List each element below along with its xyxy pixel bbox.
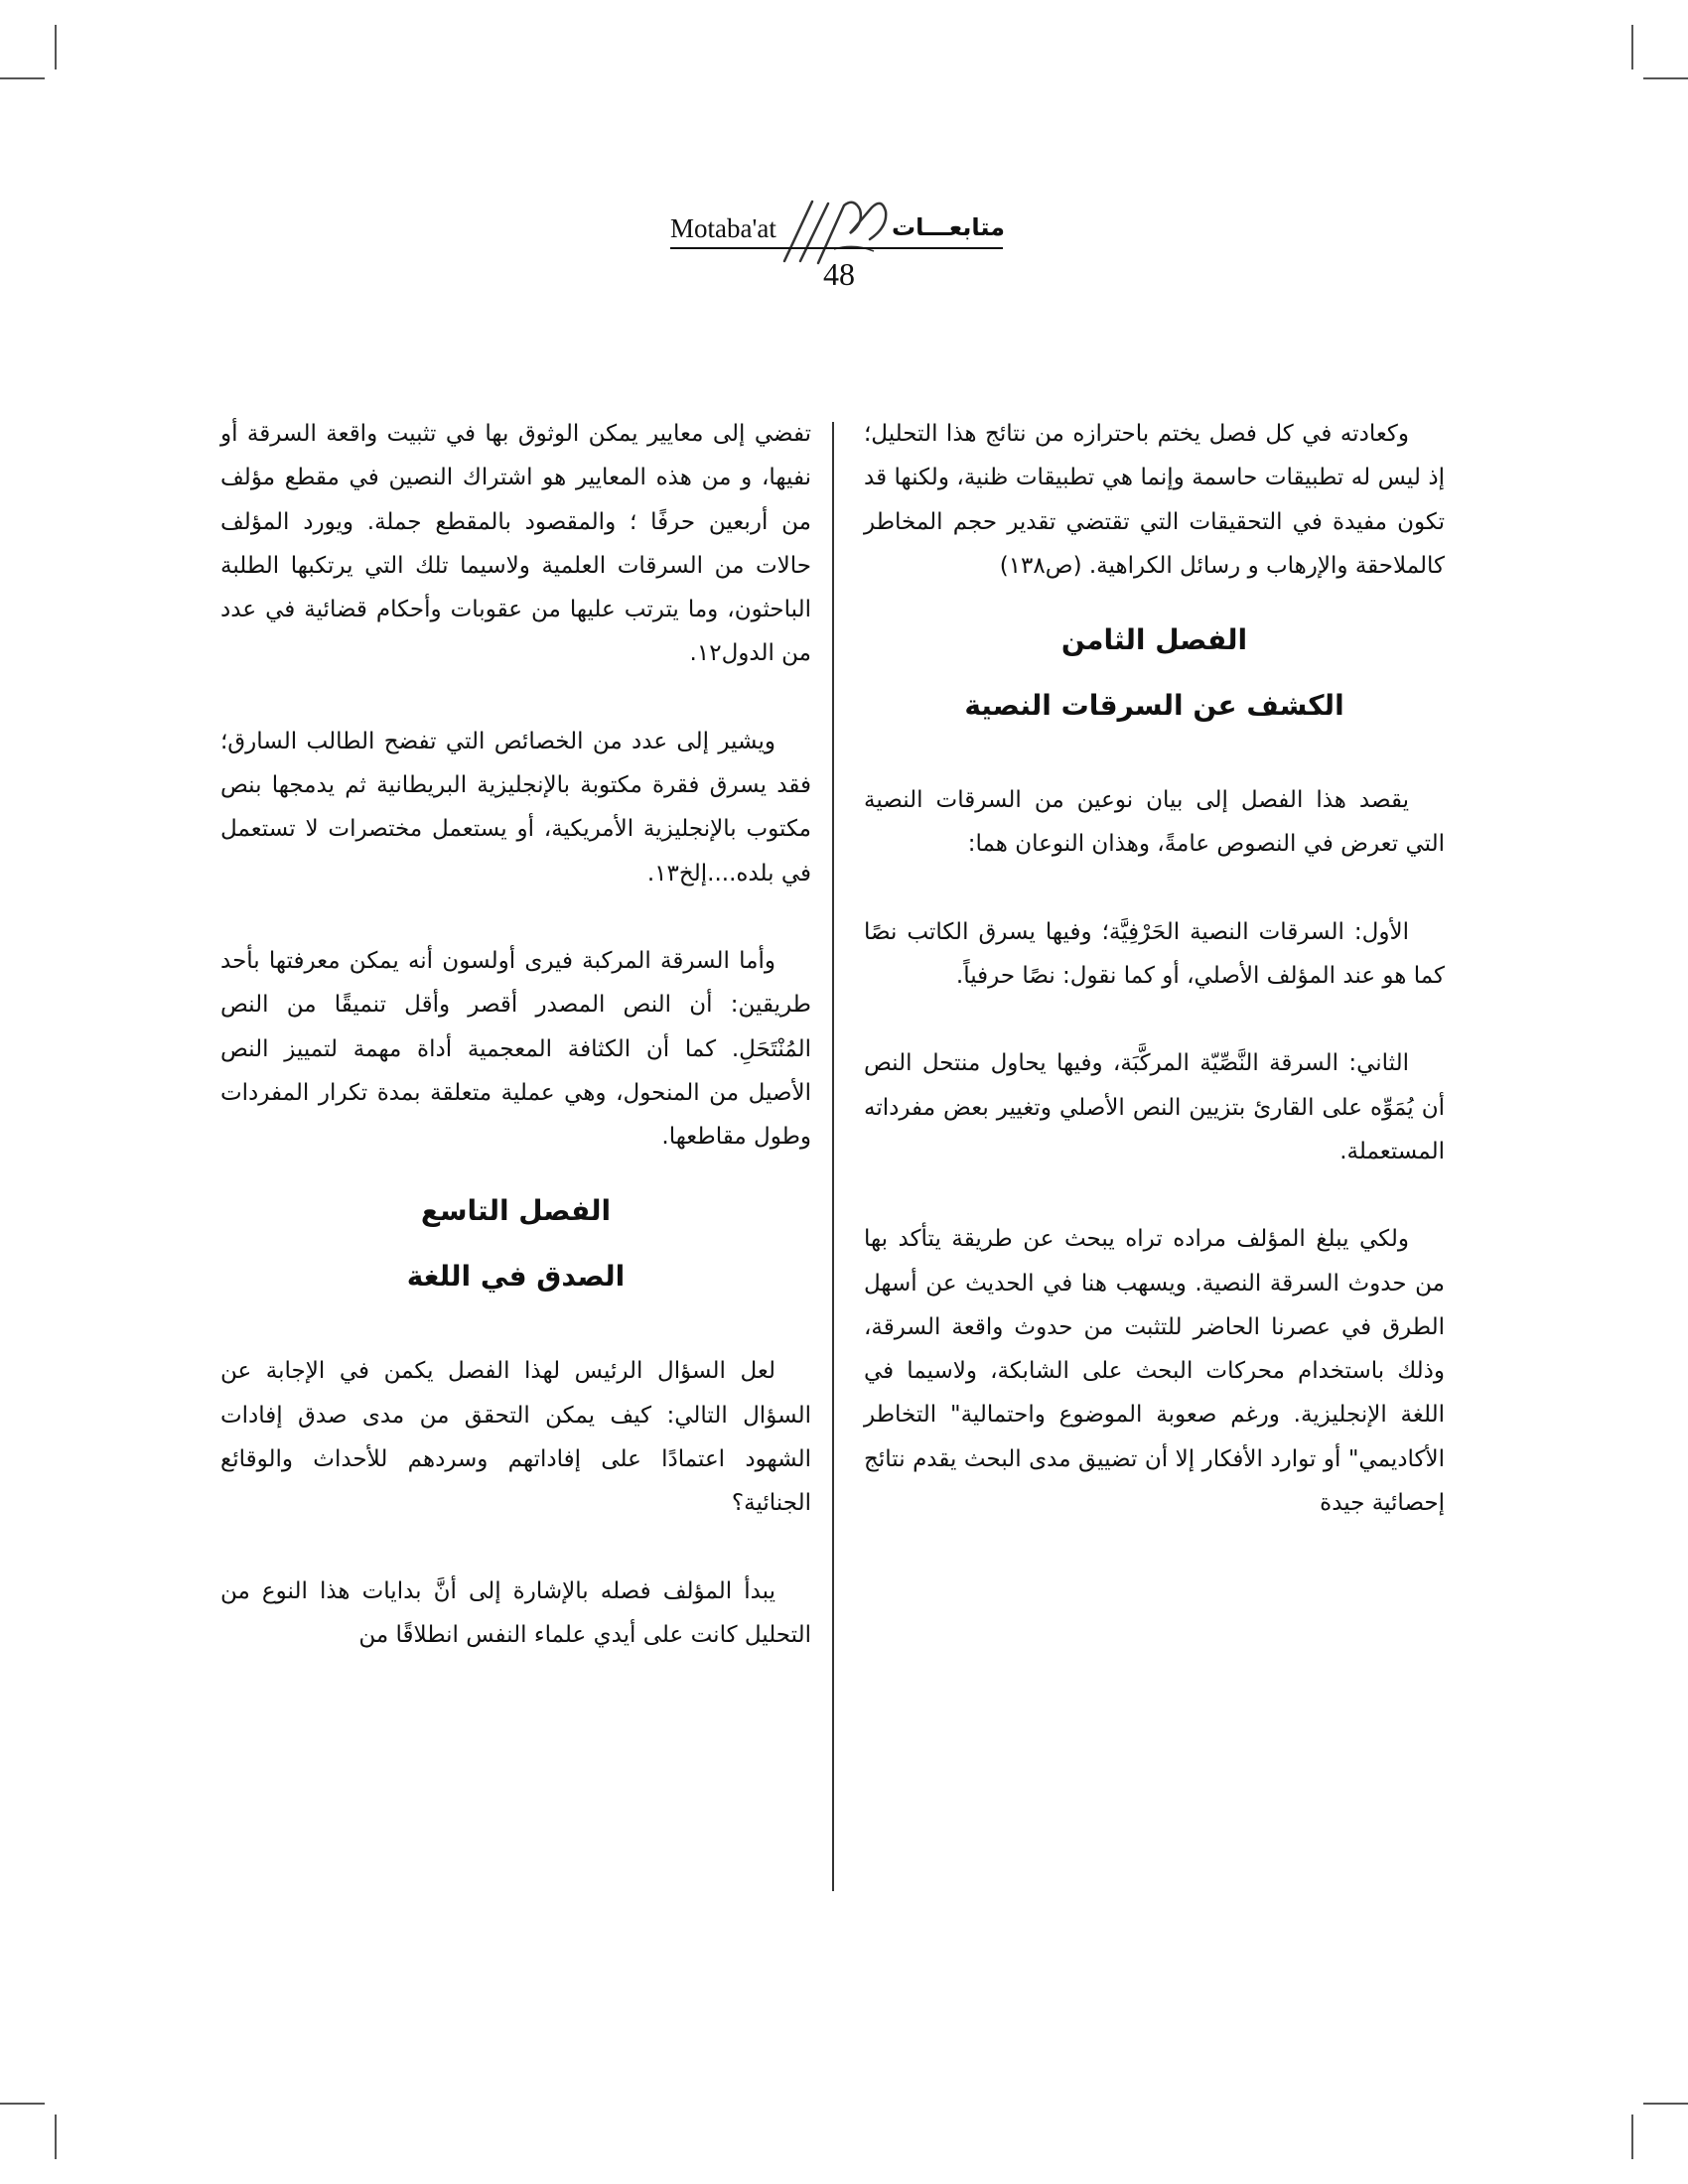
chapter-subtitle: الصدق في اللغة bbox=[406, 1260, 626, 1294]
crop-mark bbox=[1631, 2115, 1633, 2159]
paragraph: وأما السرقة المركبة فيرى أولسون أنه يمكن معرفتها بأحد طريقين: أن النص المصدر أقصر وأقل تنميقًا من النص المُنْتَحَلِ. كما أن الكثافة المعجمية أداة مهمة لتمييز النص الأصيل من المنحول، وهي عملية متعلقة بمدة تكرار المفردات وطول مقاطعها. bbox=[220, 947, 811, 1151]
header-rule bbox=[670, 247, 1003, 249]
page-number: 48 bbox=[823, 256, 855, 292]
header-latin-title: Motaba'at bbox=[670, 213, 776, 243]
chapter-heading bbox=[220, 1178, 811, 1309]
chapter-subtitle: الكشف عن السرقات النصية bbox=[964, 689, 1344, 723]
paragraph: ولكي يبلغ المؤلف مراده تراه يبحث عن طريقة يتأكد بها من حدوث السرقة النصية. ويسهب هنا في الحديث عن أسهل الطرق في عصرنا الحاضر للتثبت من حدوث واقعة السرقة، وذلك باستخدام محركات البحث على الشابكة، ولاسيما في اللغة الإنجليزية. ورغم صعوبة الموضوع واحتمالية" التخاطر الأكاديمي" أو توارد الأفكار إلا أن تضييق مدى البحث يقدم نتائج إحصائية جيدة bbox=[864, 1226, 1445, 1517]
left-column bbox=[220, 412, 811, 1657]
paragraph: تفضي إلى معايير يمكن الوثوق بها في تثبيت واقعة السرقة أو نفيها، و من هذه المعايير هو اشتراك النصين في مقطع مؤلف من أربعين حرفًا ؛ والمقصود بالمقطع جملة. ويورد المؤلف حالات من السرقات العلمية ولاسيما تلك التي يرتكبها الطلبة الباحثون، وما يترتب عليها من عقوبات وأحكام قضائية في عدد من الدول١٢. bbox=[220, 421, 811, 667]
crop-mark bbox=[1643, 2103, 1688, 2105]
crop-mark bbox=[1643, 77, 1688, 79]
crop-mark bbox=[55, 2115, 57, 2159]
paragraph: الثاني: السرقة النَّصِّيّة المركَّبَة، وفيها يحاول منتحل النص أن يُمَوِّه على القارئ بتزيين النص الأصلي وتغيير بعض مفرداته المستعملة. bbox=[864, 1050, 1445, 1164]
paragraph: يقصد هذا الفصل إلى بيان نوعين من السرقات النصية التي تعرض في النصوص عامةً، وهذان النوعان هما: bbox=[864, 787, 1445, 858]
paragraph: يبدأ المؤلف فصله بالإشارة إلى أنَّ بدايات هذا النوع من التحليل كانت على أيدي علماء النفس انطلاقًا من bbox=[220, 1577, 811, 1648]
crop-mark bbox=[1631, 25, 1633, 69]
paragraph: وكعادته في كل فصل يختم باحترازه من نتائج هذا التحليل؛ إذ ليس له تطبيقات حاسمة وإنما هي تطبيقات ظنية، ولكنها قد تكون مفيدة في التحقيقات التي تقتضي تقدير حجم المخاطر كالملاحقة والإرهاب و رسائل الكراهية. (ص١٣٨) bbox=[864, 421, 1445, 579]
paragraph: لعل السؤال الرئيس لهذا الفصل يكمن في الإجابة عن السؤال التالي: كيف يمكن التحقق من مدى صدق إفادات الشهود اعتمادًا على إفاداتهم وسردهم للأحداث والوقائع الجنائية؟ bbox=[220, 1358, 811, 1517]
column-divider bbox=[832, 422, 834, 1891]
crop-mark bbox=[0, 77, 45, 79]
crop-mark bbox=[0, 2103, 45, 2105]
right-column bbox=[864, 412, 1445, 1525]
chapter-title: الفصل الثامن bbox=[1060, 623, 1248, 657]
paragraph: الأول: السرقات النصية الحَرْفِيَّة؛ وفيها يسرق الكاتب نصًا كما هو عند المؤلف الأصلي، أو كما نقول: نصًا حرفياً. bbox=[864, 918, 1445, 990]
chapter-title: الفصل التاسع bbox=[420, 1194, 612, 1228]
crop-mark bbox=[55, 25, 57, 69]
paragraph: ويشير إلى عدد من الخصائص التي تفضح الطالب السارق؛ فقد يسرق فقرة مكتوبة بالإنجليزية البريطانية ثم يدمجها بنص مكتوب بالإنجليزية الأمريكية، أو يستعمل مختصرات لا تستعمل في بلده....إلخ١٣. bbox=[220, 728, 811, 887]
chapter-heading bbox=[864, 608, 1445, 739]
header-arabic-title: متابعـــات bbox=[892, 213, 1005, 241]
